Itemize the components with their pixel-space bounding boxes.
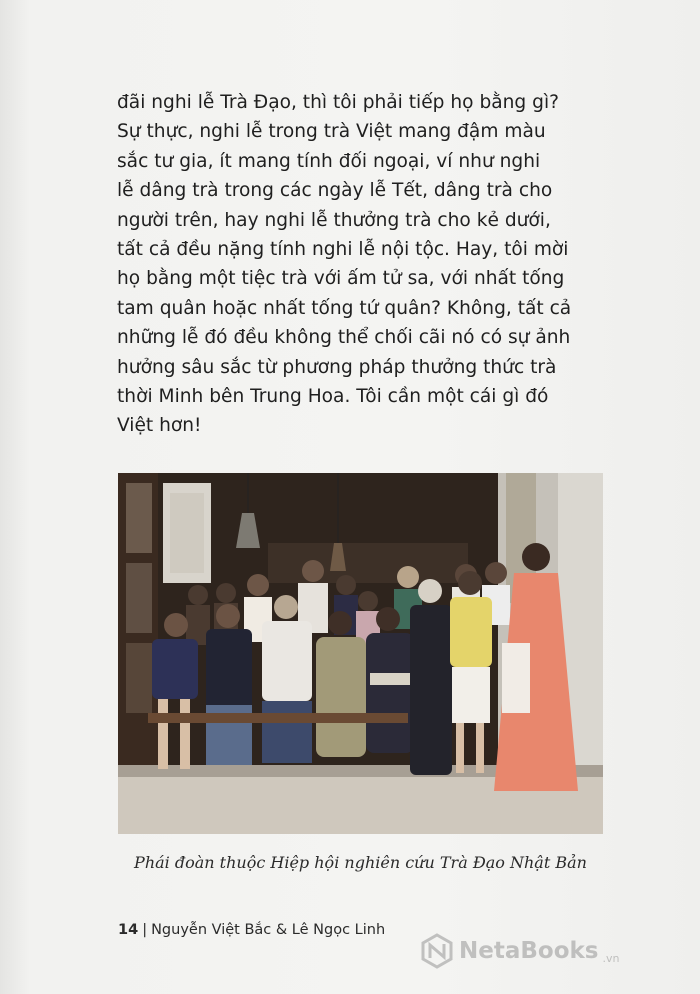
body-paragraph: [117, 88, 607, 441]
text-line: Sự thực, nghi lễ trong trà Việt mang đậm màu: [117, 121, 546, 143]
netabooks-logo-icon: [419, 933, 455, 969]
footer-authors: Nguyễn Việt Bắc & Lê Ngọc Linh: [151, 922, 386, 938]
group-photo-image: [118, 473, 603, 834]
page-footer: [118, 922, 385, 938]
group-photo: [118, 473, 603, 834]
watermark-brand: NetaBooks: [459, 938, 599, 964]
watermark-tld: .vn: [602, 952, 620, 965]
footer-separator: |: [142, 922, 148, 938]
text-line: người trên, hay nghi lễ thưởng trà cho kẻ dưới,: [117, 209, 551, 231]
netabooks-watermark: [419, 933, 619, 969]
text-line: đãi nghi lễ Trà Đạo, thì tôi phải tiếp họ bằng gì?: [117, 92, 559, 113]
text-line: những lễ đó đều không thể chối cãi nó có sự ảnh: [117, 327, 571, 349]
figure-caption: Phái đoàn thuộc Hiệp hội nghiên cứu Trà Đạo Nhật Bản: [134, 853, 587, 872]
text-line: tất cả đều nặng tính nghi lễ nội tộc. Hay, tôi mời: [117, 239, 569, 261]
text-line: tam quân hoặc nhất tống tứ quân? Không, tất cả: [117, 297, 572, 319]
page-number: 14: [118, 922, 139, 938]
text-line: hưởng sâu sắc từ phương pháp thưởng thức trà: [117, 356, 557, 378]
text-line: họ bằng một tiệc trà với ấm tử sa, với nhất tống: [117, 268, 565, 290]
text-line: thời Minh bên Trung Hoa. Tôi cần một cái gì đó: [117, 386, 549, 408]
text-line: Việt hơn!: [117, 415, 202, 437]
text-line: lễ dâng trà trong các ngày lễ Tết, dâng trà cho: [117, 180, 553, 202]
text-line: sắc tư gia, ít mang tính đối ngoại, ví như nghi: [117, 150, 541, 172]
